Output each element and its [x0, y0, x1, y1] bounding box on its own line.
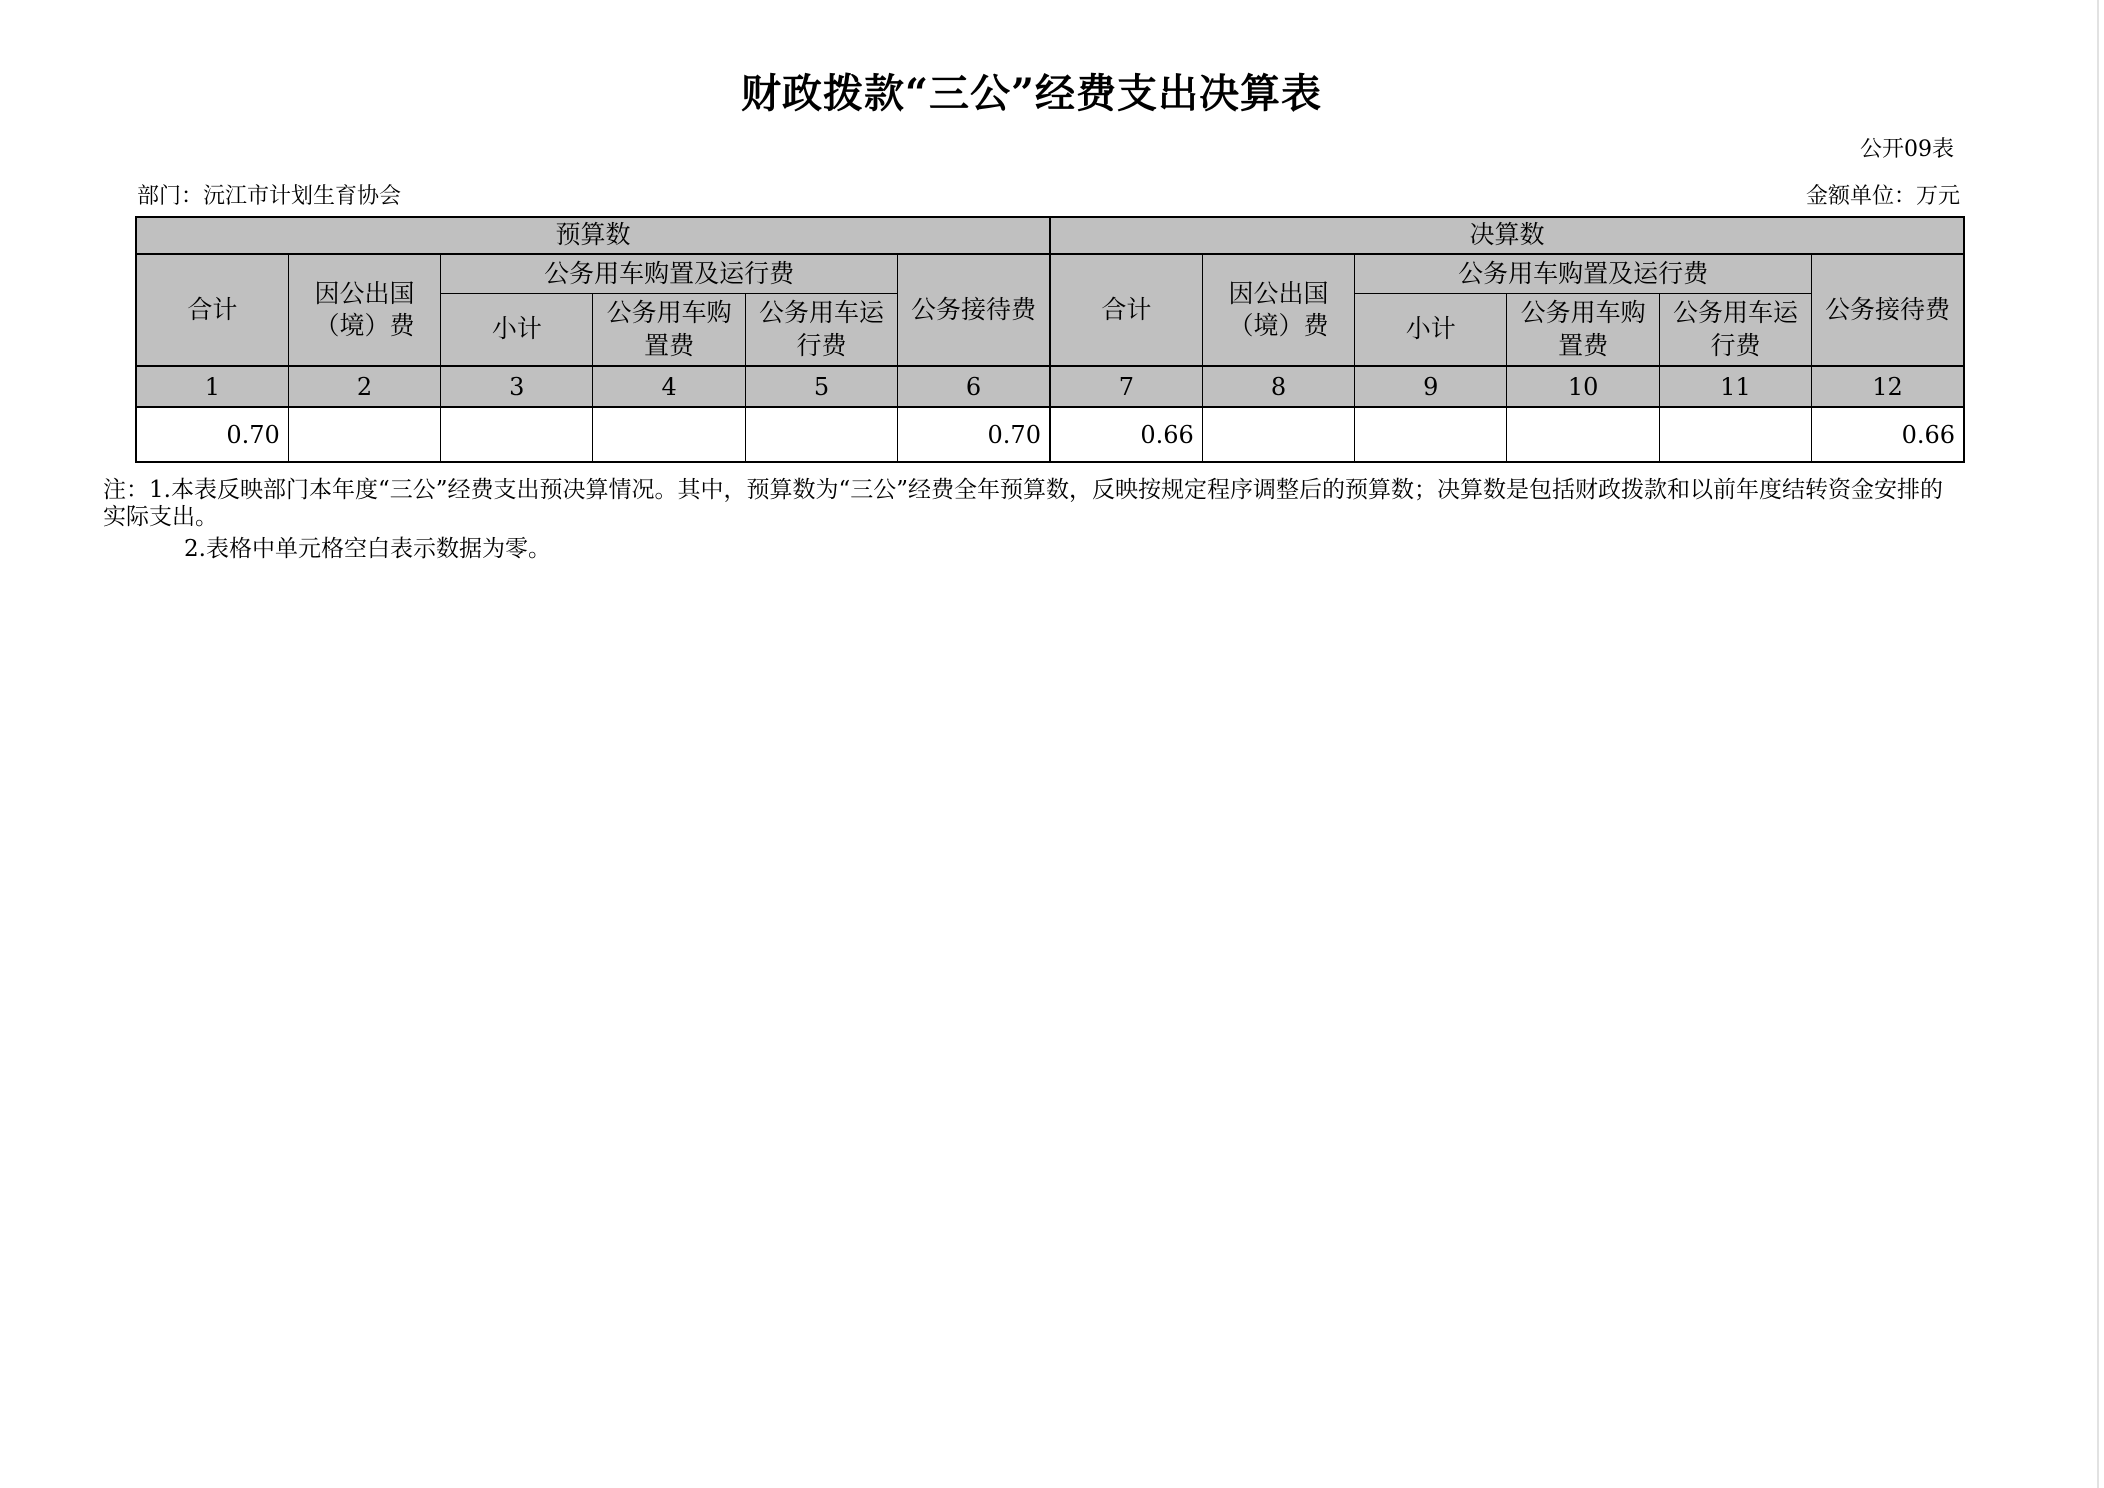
value-final-abroad: [1202, 407, 1354, 462]
header-final-vehicle-group: 公务用车购置及运行费: [1355, 254, 1812, 294]
value-final-vehicle-purchase: [1507, 407, 1659, 462]
column-number-row: [136, 366, 1964, 407]
col-number-4: 4: [593, 366, 745, 407]
footnotes: [103, 477, 1961, 563]
col-number-3: 3: [441, 366, 593, 407]
group-header-row: [136, 254, 1964, 294]
note-1: 注：1.本表反映部门本年度“三公”经费支出预决算情况。其中，预算数为“三公”经费全年预算数，反映按规定程序调整后的预算数；决算数是包括财政拨款和以前年度结转资金安排的实际支出。: [103, 477, 1943, 530]
note-2: 2.表格中单元格空白表示数据为零。: [184, 536, 551, 562]
section-header-budget: 预算数: [136, 217, 1050, 254]
value-final-reception: 0.66: [1812, 407, 1964, 462]
department-label: 部门：沅江市计划生育协会: [137, 184, 402, 209]
header-final-abroad: 因公出国（境）费: [1202, 254, 1354, 366]
header-budget-vehicle-group: 公务用车购置及运行费: [441, 254, 898, 294]
col-number-2: 2: [288, 366, 440, 407]
header-budget-total: 合计: [136, 254, 288, 366]
header-budget-reception: 公务接待费: [898, 254, 1050, 366]
value-budget-vehicle-purchase: [593, 407, 745, 462]
col-number-1: 1: [136, 366, 288, 407]
section-header-row: [136, 217, 1964, 254]
header-budget-vehicle-subtotal: 小计: [441, 294, 593, 367]
header-final-vehicle-subtotal: 小计: [1355, 294, 1507, 367]
col-number-5: 5: [745, 366, 897, 407]
page-title: 财政拨款“三公”经费支出决算表: [740, 70, 1322, 117]
value-budget-abroad: [288, 407, 440, 462]
col-number-7: 7: [1050, 366, 1202, 407]
section-header-final: 决算数: [1050, 217, 1964, 254]
header-final-total: 合计: [1050, 254, 1202, 366]
col-number-8: 8: [1202, 366, 1354, 407]
header-budget-vehicle-purchase: 公务用车购置费: [593, 294, 745, 367]
value-final-total: 0.66: [1050, 407, 1202, 462]
header-budget-vehicle-operation: 公务用车运行费: [745, 294, 897, 367]
value-budget-reception: 0.70: [898, 407, 1050, 462]
header-final-reception: 公务接待费: [1812, 254, 1964, 366]
value-budget-vehicle-operation: [745, 407, 897, 462]
page-edge-line: [2097, 0, 2099, 1488]
col-number-11: 11: [1659, 366, 1811, 407]
form-code-label: 公开09表: [1860, 137, 1954, 162]
header-budget-abroad: 因公出国（境）费: [288, 254, 440, 366]
data-row: [136, 407, 1964, 462]
header-final-vehicle-purchase: 公务用车购置费: [1507, 294, 1659, 367]
three-public-expense-table: [135, 216, 1965, 463]
col-number-12: 12: [1812, 366, 1964, 407]
header-final-vehicle-operation: 公务用车运行费: [1659, 294, 1811, 367]
value-budget-vehicle-subtotal: [441, 407, 593, 462]
col-number-6: 6: [898, 366, 1050, 407]
amount-unit-label: 金额单位：万元: [1805, 184, 1960, 209]
value-budget-total: 0.70: [136, 407, 288, 462]
value-final-vehicle-subtotal: [1355, 407, 1507, 462]
value-final-vehicle-operation: [1659, 407, 1811, 462]
col-number-10: 10: [1507, 366, 1659, 407]
col-number-9: 9: [1355, 366, 1507, 407]
